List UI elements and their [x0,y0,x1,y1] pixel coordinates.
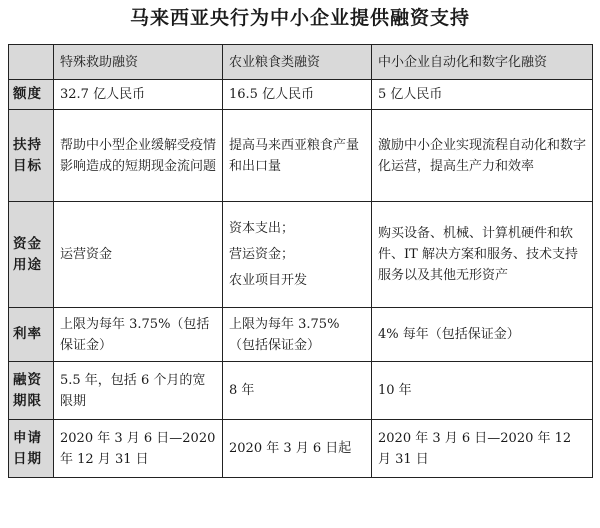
table-cell: 5.5 年，包括 6 个月的宽限期 [54,362,223,420]
table-row [9,420,593,478]
table-cell: 2020 年 3 月 6 日起 [223,420,372,478]
list-item: 资本支出； [229,220,295,236]
table-cell: 8 年 [223,362,372,420]
table-cell: 5 亿人民币 [372,80,593,110]
table-row [9,110,593,202]
column-header: 中小企业自动化和数字化融资 [372,45,593,80]
row-header: 额度 [9,80,54,110]
row-header: 资金用途 [9,202,54,308]
column-header: 特殊救助融资 [54,45,223,80]
table-row [9,308,593,362]
table-cell: 2020 年 3 月 6 日—2020 年 12 月 31 日 [54,420,223,478]
table-cell: 提高马来西亚粮食产量和出口量 [223,110,372,202]
column-header: 农业粮食类融资 [223,45,372,80]
financing-table [8,44,593,478]
row-header: 融资期限 [9,362,54,420]
row-header: 扶持目标 [9,110,54,202]
table-row [9,202,593,308]
table-row [9,362,593,420]
table-cell [223,202,372,308]
table-cell: 激励中小企业实现流程自动化和数字化运营，提高生产力和效率 [372,110,593,202]
row-header: 利率 [9,308,54,362]
table-row [9,80,593,110]
list-item: 营运资金； [229,246,295,262]
table-cell: 运营资金 [54,202,223,308]
table-cell: 2020 年 3 月 6 日—2020 年 12 月 31 日 [372,420,593,478]
document-title: 马来西亚央行为中小企业提供融资支持 [129,7,470,29]
table-header-row [9,45,593,80]
row-header: 申请日期 [9,420,54,478]
table-cell: 10 年 [372,362,593,420]
table-cell: 购买设备、机械、计算机硬件和软件、IT 解决方案和服务、技术支持服务以及其他无形资产 [372,202,593,308]
table-cell: 16.5 亿人民币 [223,80,372,110]
corner-cell [9,45,54,80]
list-item: 农业项目开发 [229,272,308,288]
table-cell: 上限为每年 3.75%（包括保证金） [223,308,372,362]
table-cell: 32.7 亿人民币 [54,80,223,110]
table-cell: 上限为每年 3.75%（包括保证金） [54,308,223,362]
table-cell: 帮助中小型企业缓解受疫情影响造成的短期现金流问题 [54,110,223,202]
table-cell: 4% 每年（包括保证金） [372,308,593,362]
